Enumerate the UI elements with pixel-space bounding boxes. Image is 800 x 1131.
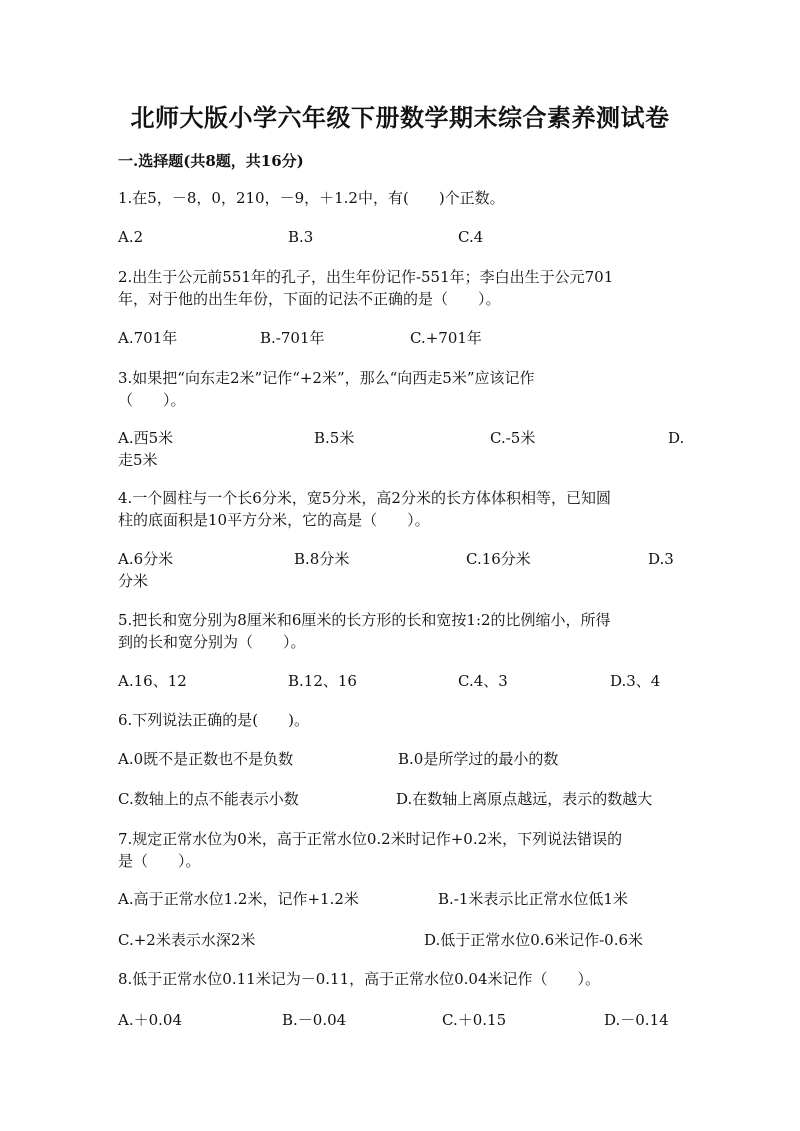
question-1-option-c: C.4 <box>458 228 484 246</box>
question-3-option-b: B.5米 <box>314 429 355 447</box>
question-7-option-b: B.-1米表示比正常水位低1米 <box>438 890 628 908</box>
question-1-option-a: A.2 <box>118 228 144 246</box>
question-3-option-d-continued: 走5米 <box>118 451 158 469</box>
question-4-stem-line-2: 柱的底面积是10平方分米，它的高是（ ）。 <box>118 511 430 529</box>
question-1-stem: 1.在5，－8，0，210，－9，＋1.2中，有( )个正数。 <box>118 189 505 207</box>
question-3-stem-line-2: （ ）。 <box>118 391 186 409</box>
section-heading: 一.选择题(共8题，共16分) <box>118 152 304 170</box>
question-3-option-c: C.-5米 <box>490 429 536 447</box>
question-4-option-c: C.16分米 <box>466 550 531 568</box>
question-5-stem-line-2: 到的长和宽分别为（ ）。 <box>118 633 306 651</box>
page-title: 北师大版小学六年级下册数学期末综合素养测试卷 <box>130 103 670 132</box>
question-2-option-c: C.+701年 <box>410 329 482 347</box>
question-5-stem-line-1: 5.把长和宽分别为8厘米和6厘米的长方形的长和宽按1:2的比例缩小，所得 <box>118 611 611 629</box>
question-5-option-d: D.3、4 <box>610 672 661 690</box>
question-6-option-d: D.在数轴上离原点越远，表示的数越大 <box>396 790 653 808</box>
question-7-stem-line-2: 是（ ）。 <box>118 852 201 870</box>
question-5-option-b: B.12、16 <box>288 672 357 690</box>
question-4-option-d-continued: 分米 <box>118 572 149 590</box>
question-7-option-c: C.+2米表示水深2米 <box>118 931 256 949</box>
question-8-option-a: A.＋0.04 <box>118 1011 182 1029</box>
question-7-option-d: D.低于正常水位0.6米记作-0.6米 <box>424 931 644 949</box>
question-6-option-c: C.数轴上的点不能表示小数 <box>118 790 299 808</box>
question-3-option-d: D. <box>668 429 685 447</box>
question-2-option-b: B.-701年 <box>260 329 325 347</box>
question-5-option-a: A.16、12 <box>118 672 187 690</box>
question-2-stem-line-2: 年，对于他的出生年份，下面的记法不正确的是（ ）。 <box>118 290 501 308</box>
question-8-option-b: B.－0.04 <box>282 1011 347 1029</box>
question-3-stem-line-1: 3.如果把“向东走2米”记作“+2米”，那么“向西走5米”应该记作 <box>118 369 535 387</box>
question-1-option-b: B.3 <box>288 228 314 246</box>
question-6-option-a: A.0既不是正数也不是负数 <box>118 750 294 768</box>
question-8-stem: 8.低于正常水位0.11米记为－0.11，高于正常水位0.04米记作（ ）。 <box>118 970 601 988</box>
question-6-option-b: B.0是所学过的最小的数 <box>398 750 559 768</box>
question-2-stem-line-1: 2.出生于公元前551年的孔子，出生年份记作-551年；李白出生于公元701 <box>118 268 614 286</box>
question-8-option-c: C.＋0.15 <box>442 1011 507 1029</box>
question-4-option-b: B.8分米 <box>294 550 350 568</box>
question-4-stem-line-1: 4.一个圆柱与一个长6分米，宽5分米，高2分米的长方体体积相等，已知圆 <box>118 489 611 507</box>
question-8-option-d: D.－0.14 <box>604 1011 669 1029</box>
question-6-stem: 6.下列说法正确的是( )。 <box>118 711 310 729</box>
question-3-option-a: A.西5米 <box>118 429 174 447</box>
question-7-stem-line-1: 7.规定正常水位为0米，高于正常水位0.2米时记作+0.2米，下列说法错误的 <box>118 830 623 848</box>
question-4-option-a: A.6分米 <box>118 550 174 568</box>
question-7-option-a: A.高于正常水位1.2米，记作+1.2米 <box>118 890 359 908</box>
question-2-option-a: A.701年 <box>118 329 178 347</box>
question-5-option-c: C.4、3 <box>458 672 508 690</box>
question-4-option-d: D.3 <box>648 550 674 568</box>
